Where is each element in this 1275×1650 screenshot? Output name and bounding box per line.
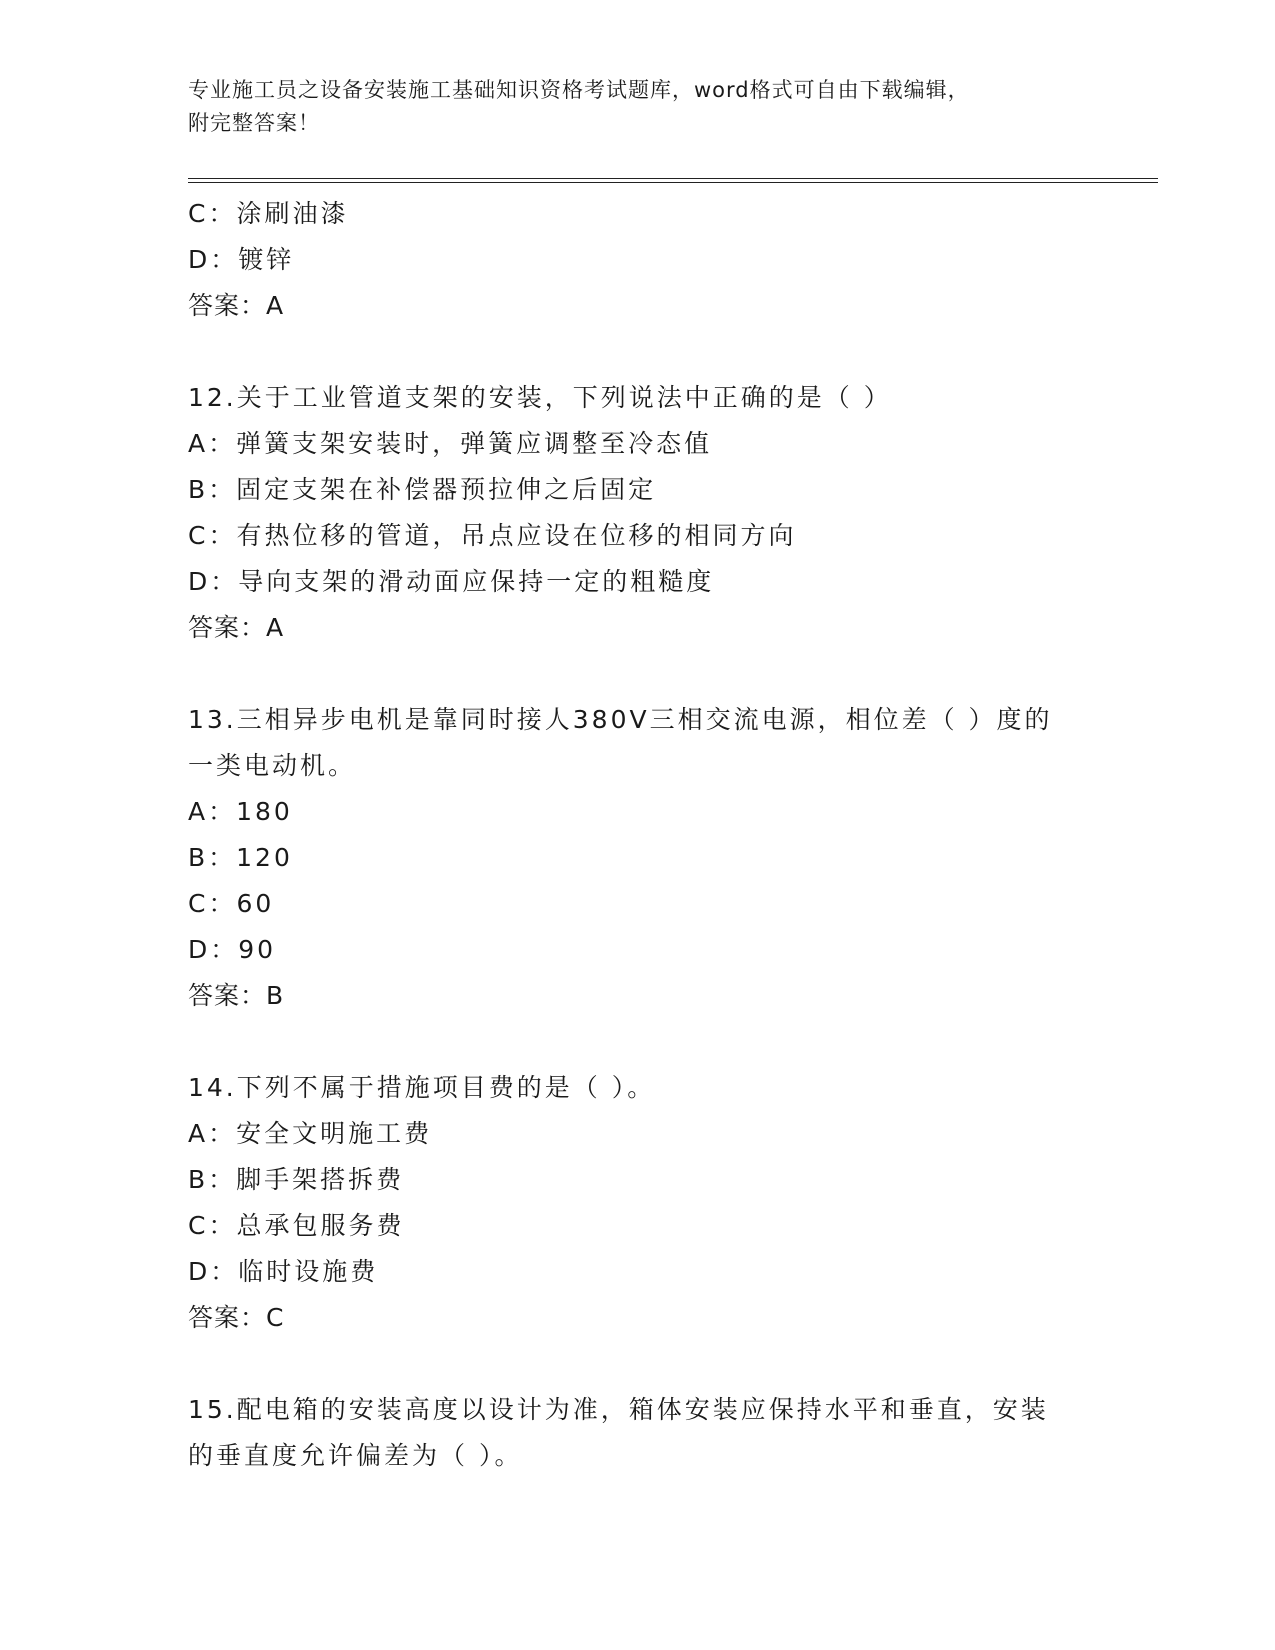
option-d: D：镀锌 <box>188 245 295 274</box>
option-b: B：固定支架在补偿器预拉伸之后固定 <box>188 475 657 504</box>
question-title: 12.关于工业管道支架的安装，下列说法中正确的是（ ） <box>188 383 892 412</box>
answer-line: 答案：C <box>188 1303 285 1332</box>
option-a: A：180 <box>188 797 293 826</box>
option-d: D：导向支架的滑动面应保持一定的粗糙度 <box>188 567 715 596</box>
answer-line: 答案：A <box>188 291 285 320</box>
option-a: A：弹簧支架安装时，弹簧应调整至冷态值 <box>188 429 713 458</box>
option-c: C：总承包服务费 <box>188 1211 405 1240</box>
option-d: D：90 <box>188 935 277 964</box>
option-a: A：安全文明施工费 <box>188 1119 433 1148</box>
spacer <box>188 1019 1088 1065</box>
spacer <box>188 329 1088 375</box>
option-d: D：临时设施费 <box>188 1257 379 1286</box>
document-header <box>188 74 1088 140</box>
question-title-continued: 一类电动机。 <box>188 751 357 780</box>
header-divider <box>188 178 1158 183</box>
answer-line: 答案：B <box>188 981 285 1010</box>
question-title: 15.配电箱的安装高度以设计为准，箱体安装应保持水平和垂直，安装 <box>188 1395 1049 1424</box>
answer-line: 答案：A <box>188 613 285 642</box>
header-line-1: 专业施工员之设备安装施工基础知识资格考试题库，word格式可自由下载编辑， <box>188 78 970 102</box>
question-title: 14.下列不属于措施项目费的是（ ）。 <box>188 1073 656 1102</box>
header-line-2: 附完整答案！ <box>188 111 320 135</box>
option-c: C：涂刷油漆 <box>188 199 349 228</box>
question-title-continued: 的垂直度允许偏差为（ ）。 <box>188 1441 523 1470</box>
spacer <box>188 651 1088 697</box>
question-title: 13.三相异步电机是靠同时接人380V三相交流电源，相位差（ ）度的 <box>188 705 1053 734</box>
question-list <box>188 191 1088 1479</box>
spacer <box>188 1341 1088 1387</box>
option-c: C：有热位移的管道，吊点应设在位移的相同方向 <box>188 521 797 550</box>
option-c: C：60 <box>188 889 275 918</box>
option-b: B：120 <box>188 843 293 872</box>
option-b: B：脚手架搭拆费 <box>188 1165 405 1194</box>
